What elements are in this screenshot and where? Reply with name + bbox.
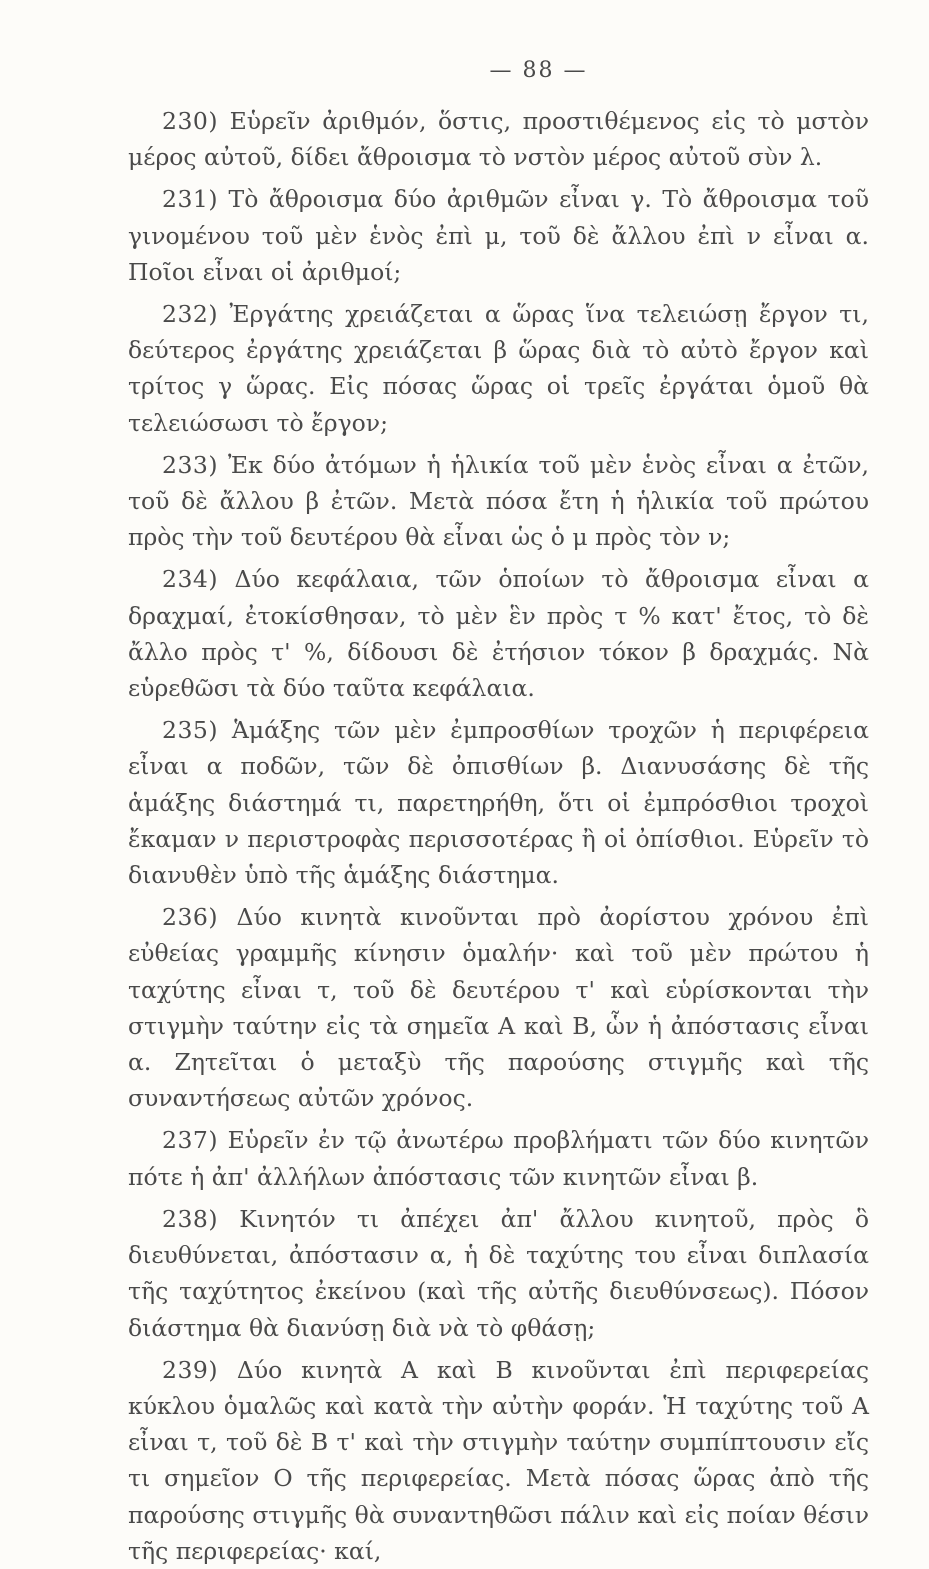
problem-text: Ἁμάξης τῶν μὲν ἐμπροσθίων τροχῶν ἡ περιφέρεια εἶναι α ποδῶν, τῶν δὲ ὀπισθίων β. Διανυσάσης δὲ τῆς ἁμάξης διάστημά τι, παρετηρήθη, ὅτι οἱ ἐμπρόσθιοι τροχοὶ ἔκαμαν ν περιστροφὰς περισσοτέρας ἢ οἱ ὀπίσθιοι. Εὑρεῖν τὸ διανυθὲν ὑπὸ τῆς ἁμάξης διάστημα. bbox=[128, 716, 869, 890]
problem-paragraph bbox=[128, 899, 869, 1116]
problem-number: 234) bbox=[162, 565, 219, 594]
page-number: — 88 — bbox=[489, 58, 588, 83]
problem-text: Κινητόν τι ἀπέχει ἀπ' ἄλλου κινητοῦ, πρὸς ὃ διευθύνεται, ἀπόστασιν α, ἡ δὲ ταχύτης του εἶναι διπλασία τῆς ταχύτητος ἐκείνου (καὶ τῆς αὐτῆς διευθύνσεως). Πόσον διάστημα θὰ διανύσῃ διὰ νὰ τὸ φθάσῃ; bbox=[128, 1204, 869, 1342]
problem-paragraph bbox=[128, 561, 869, 706]
problem-paragraph bbox=[128, 181, 869, 290]
problem-paragraph bbox=[128, 1201, 869, 1346]
problem-text: Ἐκ δύο ἀτόμων ἡ ἡλικία τοῦ μὲν ἑνὸς εἶναι α ἐτῶν, τοῦ δὲ ἄλλου β ἐτῶν. Μετὰ πόσα ἔτη ἡ ἡλικία τοῦ πρώτου πρὸς τὴν τοῦ δευτέρου θὰ εἶναι ὡς ὁ μ πρὸς τὸν ν; bbox=[128, 450, 869, 552]
problem-text: Εὑρεῖν ἐν τῷ ἀνωτέρω προβλήματι τῶν δύο κινητῶν πότε ἡ ἀπ' ἀλλήλων ἀπόστασις τῶν κινητῶν εἶναι β. bbox=[128, 1126, 869, 1191]
problem-text: Δύο κινητὰ Α καὶ Β κινοῦνται ἐπὶ περιφερείας κύκλου ὁμαλῶς καὶ κατὰ τὴν αὐτὴν φοράν. Ἡ ταχύτης τοῦ Α εἶναι τ, τοῦ δὲ Β τ' καὶ τὴν στιγμὴν ταύτην συμπίπτουσιν εἴς τι σημεῖον Ο τῆς περιφερείας. Μετὰ πόσας ὥρας ἀπὸ τῆς παρούσης στιγμῆς θὰ συναντηθῶσι πάλιν καὶ εἰς ποίαν θέσιν τῆς περιφερείας· καί, bbox=[128, 1355, 869, 1565]
problem-number: 235) bbox=[162, 716, 219, 745]
problem-text: Ἐργάτης χρειάζεται α ὥρας ἵνα τελειώσῃ ἔργον τι, δεύτερος ἐργάτης χρειάζεται β ὥρας διὰ τὸ αὐτὸ ἔργον καὶ τρίτος γ ὥρας. Εἰς πόσας ὥρας οἱ τρεῖς ἐργάται ὁμοῦ θὰ τελειώσωσι τὸ ἔργον; bbox=[128, 300, 869, 437]
problem-paragraph bbox=[128, 296, 869, 441]
problem-number: 232) bbox=[162, 300, 219, 329]
problem-number: 237) bbox=[162, 1126, 219, 1155]
problem-number: 239) bbox=[162, 1355, 219, 1384]
problem-number: 236) bbox=[162, 903, 219, 932]
problem-number: 231) bbox=[162, 185, 219, 214]
problem-paragraph bbox=[128, 712, 869, 893]
problem-text: Δύο κινητὰ κινοῦνται πρὸ ἀορίστου χρόνου ἐπὶ εὐθείας γραμμῆς κίνησιν ὁμαλήν· καὶ τοῦ μὲν πρώτου ἡ ταχύτης εἶναι τ, τοῦ δὲ δευτέρου τ' καὶ εὑρίσκονται τὴν στιγμὴν ταύτην εἰς τὰ σημεῖα Α καὶ Β, ὧν ἡ ἀπόστασις εἶναι α. Ζητεῖται ὁ μεταξὺ τῆς παρούσης στιγμῆς καὶ τῆς συναντήσεως αὐτῶν χρόνος. bbox=[128, 903, 869, 1113]
problem-paragraph bbox=[128, 1122, 869, 1194]
problem-number: 230) bbox=[162, 107, 219, 135]
problem-number: 238) bbox=[162, 1204, 219, 1233]
problem-list bbox=[128, 103, 869, 1569]
problem-text: Δύο κεφάλαια, τῶν ὁποίων τὸ ἄθροισμα εἶναι α δραχμαί, ἐτοκίσθησαν, τὸ μὲν ἓν πρὸς τ % κατ' ἔτος, τὸ δὲ ἄλλο πρὸς τ' %, δίδουσι δὲ ἐτήσιον τόκον β δραχμάς. Νὰ εὑρεθῶσι τὰ δύο ταῦτα κεφάλαια. bbox=[128, 565, 869, 703]
problem-number: 233) bbox=[162, 450, 219, 479]
problem-paragraph bbox=[128, 1352, 869, 1569]
problem-paragraph bbox=[128, 103, 869, 175]
problem-text: Εὑρεῖν ἀριθμόν, ὅστις, προστιθέμενος εἰς τὸ μστὸν μέρος αὐτοῦ, δίδει ἄθροισμα τὸ νστὸν μέρος αὐτοῦ σὺν λ. bbox=[128, 107, 869, 172]
problem-paragraph bbox=[128, 447, 869, 556]
problem-text: Τὸ ἄθροισμα δύο ἀριθμῶν εἶναι γ. Τὸ ἄθροισμα τοῦ γινομένου τοῦ μὲν ἑνὸς ἐπὶ μ, τοῦ δὲ ἄλλου ἐπὶ ν εἶναι α. Ποῖοι εἶναι οἱ ἀριθμοί; bbox=[128, 185, 869, 286]
